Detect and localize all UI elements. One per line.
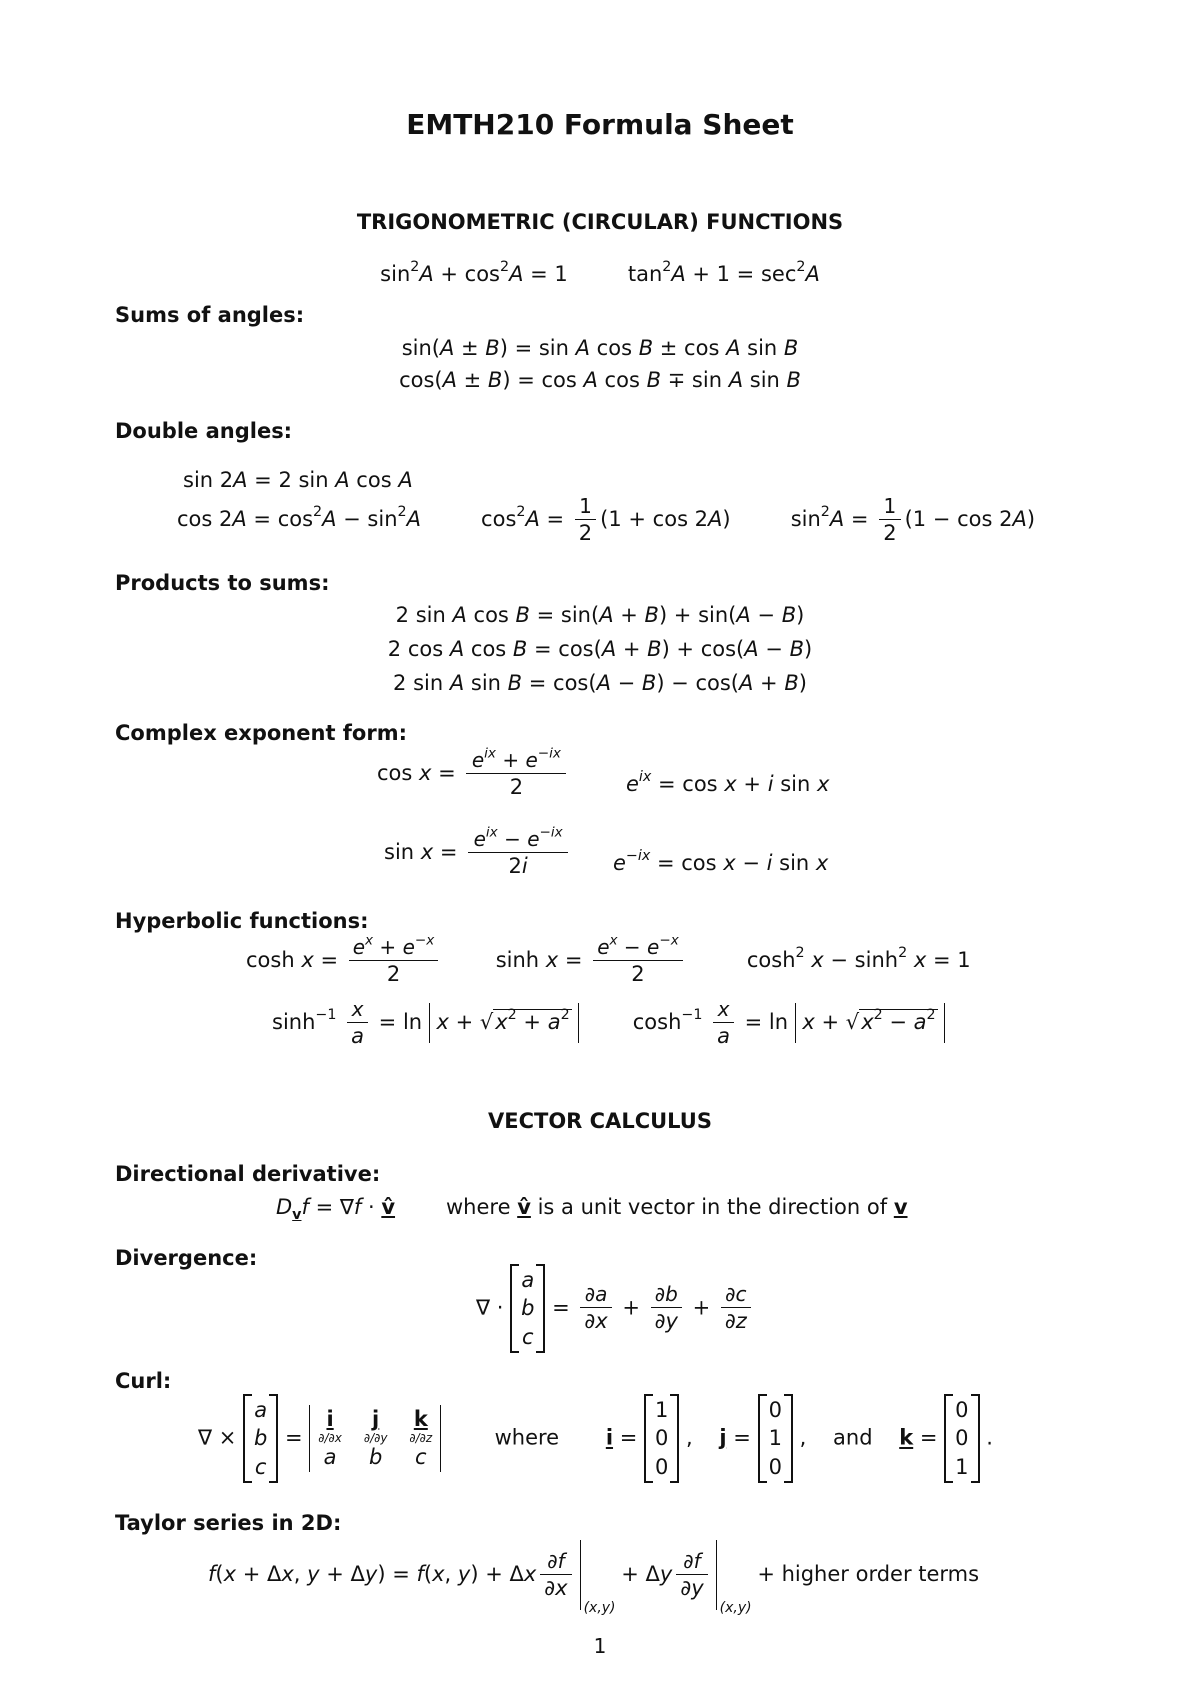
where-text: where xyxy=(446,1195,511,1219)
equation-curl: ∇ × a b c = i j k ∂/∂x ∂/∂y ∂/∂z a b c where i = 1 0 0 , j = 0 1 0 , and k = 0 0 1 . xyxy=(198,1394,993,1483)
higher-order-terms-text: + higher order terms xyxy=(757,1562,980,1586)
equation-cos-double-row: $\cos 2A = \cos^2A - \sin^2A$ $\cos^2A$ = $\frac{1}{2}$ (1 + cos 2A) $\sin^2A$ = $\frac{1}{2}$ (1 − cos 2A) xyxy=(177,494,1036,545)
page-title: EMTH210 Formula Sheet xyxy=(406,108,794,141)
equation-product-sinsin: 2 sin A sin B = cos(A − B) − cos(A + B) xyxy=(393,671,807,695)
label-hyperbolic: Hyperbolic functions: xyxy=(115,909,369,933)
equation-directional-derivative: $D_vf = \nabla f$ · v̂ xyxy=(276,1195,396,1223)
section-heading-vector: VECTOR CALCULUS xyxy=(488,1109,712,1133)
label-sums-of-angles: Sums of angles: xyxy=(115,303,305,327)
equation-cos-sum: cos(A ± B) = cos A cos B ∓ sin A sin B xyxy=(399,368,801,392)
equation-pythagorean: $\sin^2A + \cos^2A = 1$ $\tan^2A + 1 = \sec^2A$ xyxy=(380,259,820,286)
equation-divergence: ∇ · a b c = $\frac{\partial a}{\partial x}$ + $\frac{\partial b}{\partial y}$ + $\frac{\partial c}{\partial z}$ xyxy=(476,1264,755,1353)
label-curl: Curl: xyxy=(115,1369,172,1393)
page-number: 1 xyxy=(593,1634,607,1658)
label-divergence: Divergence: xyxy=(115,1246,258,1270)
equation-product-coscos: 2 cos A cos B = cos(A + B) + cos(A − B) xyxy=(387,637,813,661)
equation-sin-sum: sin(A ± B) = sin A cos B ± cos A sin B xyxy=(401,336,799,360)
unit-vector-text: is a unit vector in the direction of xyxy=(537,1195,888,1219)
equation-euler-plus: $e^{ix} = \cos x + i$ sin x xyxy=(626,769,830,796)
equation-product-sincos: 2 sin A cos B = sin(A + B) + sin(A − B) xyxy=(395,603,805,627)
equation-hyperbolic-row: cosh x = $\frac{e^x + e^{-x}}{2}$ sinh x = $\frac{e^x - e^{-x}}{2}$ $\cosh^2 x - \sinh^2 x = 1$ xyxy=(246,932,971,986)
equation-taylor-series: f(x + Δx, y + Δy) = f(x, y) + Δx $\frac{\partial f}{\partial x}$ (x,y) + Δy $\frac{\partial f}{\partial y}$ (x,y) + higher order terms xyxy=(208,1540,979,1610)
label-double-angles: Double angles: xyxy=(115,419,293,443)
label-products-to-sums: Products to sums: xyxy=(115,571,330,595)
equation-inverse-hyperbolic-row: $\sinh^{-1}$ $\frac{x}{a}$ = $\ln x + √x^2 + a^2$ $\cosh^{-1}$ $\frac{x}{a}$ = $\ln x + √x^2 - a^2$ xyxy=(272,997,945,1049)
section-heading-trig: TRIGONOMETRIC (CIRCULAR) FUNCTIONS xyxy=(356,210,844,234)
equation-sin-complex: sin x = $\frac{e^{ix} - e^{-ix}}{2i}$ xyxy=(384,827,572,879)
equation-euler-minus: $e^{-ix} = \cos x - i$ sin x xyxy=(613,848,829,875)
directional-derivative-note: where v̂ is a unit vector in the direction of v xyxy=(446,1195,908,1219)
equation-cos-complex: cos x = $\frac{e^{ix} + e^{-ix}}{2}$ xyxy=(377,748,570,800)
curl-and-text: and xyxy=(833,1425,873,1450)
label-taylor-series: Taylor series in 2D: xyxy=(115,1511,342,1535)
label-complex-exponent: Complex exponent form: xyxy=(115,721,407,745)
label-directional-derivative: Directional derivative: xyxy=(115,1162,381,1186)
equation-sin-double: sin 2A = 2 sin A cos A xyxy=(183,468,413,492)
curl-where-text: where xyxy=(494,1425,560,1450)
